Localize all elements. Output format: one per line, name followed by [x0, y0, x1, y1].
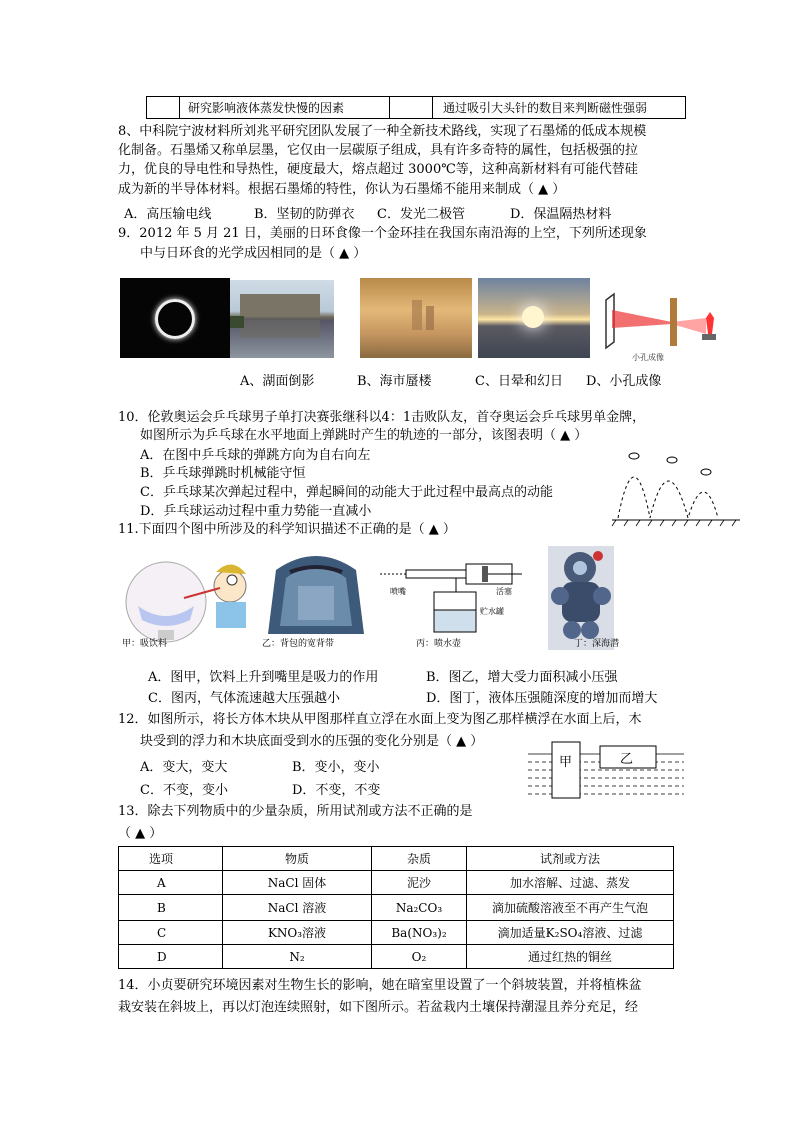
q8-line-4: 成为新的半导体材料。根据石墨烯的特性，你认为石墨烯不能用来制成（ ▲ ）	[118, 182, 566, 197]
table-cell: 泥沙	[372, 871, 467, 895]
table-cell-empty	[147, 97, 180, 119]
table-header: 选项	[119, 847, 223, 871]
backpack-image	[258, 546, 374, 650]
q12-line-1: 12．如图所示，将长方体木块从甲图那样直立浮在水面上变为图乙那样横浮在水面上后，木	[118, 712, 642, 727]
q10-line-2: 如图所示为乒乓球在水平地面上弹跳时产生的轨迹的一部分，该图表明（ ▲ ）	[140, 428, 588, 443]
table-header: 物质	[223, 847, 372, 871]
table-cell: O₂	[372, 945, 467, 969]
spray-label-nozzle: 喷嘴	[390, 587, 406, 596]
table-cell: KNO₃溶液	[223, 921, 372, 945]
table-cell: 滴加适量K₂SO₄溶液、过滤	[467, 921, 674, 945]
q14-line-1: 14．小贞要研究环境因素对生物生长的影响，她在暗室里设置了一个斜坡装置，并将植株盆	[118, 978, 642, 993]
q9-caption-b: B、海市蜃楼	[357, 374, 432, 389]
pinhole-label: 小孔成像	[632, 353, 664, 362]
table-row	[119, 945, 674, 969]
q12-option-d: D．不变，不变	[292, 783, 381, 798]
q11-option-b: B．图乙，增大受力面积减小压强	[426, 670, 618, 685]
q10-option-b: B．乒乓球弹跳时机械能守恒	[140, 466, 306, 481]
pinhole-imaging-diagram	[598, 288, 724, 366]
drink-straw-image	[120, 546, 256, 650]
q8-option-d: D．保温隔热材料	[510, 207, 612, 222]
table-row	[119, 895, 674, 921]
lake-reflection-image	[230, 280, 334, 358]
table-cell: 滴加硫酸溶液至不再产生气泡	[467, 895, 674, 921]
table-cell: A	[119, 871, 223, 895]
table-cell: C	[119, 921, 223, 945]
floating-block-diagram	[528, 740, 684, 804]
q10-option-d: D．乒乓球运动过程中重力势能一直减小	[140, 504, 372, 519]
img-label-bing: 丙：喷水壶	[416, 639, 462, 649]
q13-line: 13．除去下列物质中的少量杂质，所用试剂或方法不正确的是	[118, 804, 473, 819]
table-cell: Ba(NO₃)₂	[372, 921, 467, 945]
ball-bounce-diagram	[612, 446, 742, 528]
q9-line-2: 中与日环食的光学成因相同的是（ ▲ ）	[140, 246, 367, 261]
table-cell: NaCl 固体	[223, 871, 372, 895]
table-cell: 加水溶解、过滤、蒸发	[467, 871, 674, 895]
table-cell: 研究影响液体蒸发快慢的因素	[180, 97, 390, 119]
deep-sea-diver-image	[548, 546, 620, 650]
q11-option-d: D．图丁，液体压强随深度的增加而增大	[426, 691, 658, 706]
table-cell: B	[119, 895, 223, 921]
q9-caption-a: A、湖面倒影	[240, 374, 315, 389]
sun-halo-image	[478, 278, 590, 358]
img-label-ding: 丁：深海潜	[574, 639, 620, 649]
table-cell: NaCl 溶液	[223, 895, 372, 921]
table-cell-empty	[390, 97, 433, 119]
spray-label-piston: 活塞	[496, 587, 512, 596]
table-cell: N₂	[223, 945, 372, 969]
q12-option-b: B．变小，变小	[292, 760, 380, 775]
table-cell: 通过吸引大头针的数目来判断磁性强弱	[433, 97, 686, 119]
q14-line-2: 栽安装在斜坡上，再以灯泡连续照射，如下图所示。若盆栽内土壤保持潮湿且养分充足，经	[118, 1000, 639, 1015]
q9-caption-c: C、日晕和幻日	[475, 374, 563, 389]
img-label-jia: 甲：吸饮料	[122, 639, 168, 649]
table-header: 试剂或方法	[467, 847, 674, 871]
img-label-yi: 乙：背包的宽背带	[262, 639, 335, 649]
mirage-image	[360, 278, 472, 358]
q13-table	[118, 846, 674, 969]
solar-eclipse-image	[120, 278, 230, 358]
q11-line: 11.下面四个图中所涉及的科学知识描述不正确的是（ ▲ ）	[118, 522, 456, 537]
q8-option-b: B．坚韧的防弹衣	[254, 207, 355, 222]
table-header-row	[119, 847, 674, 871]
block-label-yi: 乙	[620, 752, 634, 767]
spray-bottle-diagram	[376, 552, 526, 650]
table-cell: D	[119, 945, 223, 969]
table-row	[119, 871, 674, 895]
q13-line-2: （ ▲ ）	[118, 826, 163, 841]
q12-option-a: A．变大，变大	[140, 760, 228, 775]
table-cell: 通过红热的铜丝	[467, 945, 674, 969]
table-row	[119, 921, 674, 945]
q8-option-c: C．发光二极管	[377, 207, 465, 222]
table-header: 杂质	[372, 847, 467, 871]
q9-caption-d: D、小孔成像	[586, 374, 662, 389]
q11-option-a: A．图甲，饮料上升到嘴里是吸力的作用	[148, 670, 379, 685]
q10-option-c: C．乒乓球某次弹起过程中，弹起瞬间的动能大于此过程中最高点的动能	[140, 485, 553, 500]
q12-line-2: 块受到的浮力和木块底面受到水的压强的变化分别是（ ▲ ）	[140, 734, 484, 749]
q9-line-1: 9．2012 年 5 月 21 日，美丽的日环食像一个金环挂在我国东南沿海的上空，下列所述现象	[118, 226, 647, 241]
q12-option-c: C．不变，变小	[140, 783, 228, 798]
q11-option-c: C．图丙，气体流速越大压强越小	[148, 691, 340, 706]
q8-line-2: 化制备。石墨烯又称单层墨，它仅由一层碳原子组成，具有许多奇特的属性，包括极强的拉	[118, 143, 639, 158]
q8-option-a: A．高压输电线	[124, 207, 212, 222]
q10-option-a: A．在图中乒乓球的弹跳方向为自右向左	[140, 448, 371, 463]
table-cell: Na₂CO₃	[372, 895, 467, 921]
q8-line-1: 8、中科院宁波材料所刘兆平研究团队发展了一种全新技术路线，实现了石墨烯的低成本规模	[118, 124, 647, 139]
q10-line-1: 10．伦敦奥运会乒乓球男子单打决赛张继科以4：1击败队友，首夺奥运会乒乓球男单金牌，	[118, 410, 646, 425]
prev-table-row	[146, 96, 686, 119]
block-label-jia: 甲	[559, 755, 573, 770]
q8-line-3: 力，优良的导电性和导热性，硬度最大，熔点超过 3000℃等，这种高新材料有可能代替硅	[118, 162, 638, 177]
spray-label-tank: 贮水罐	[480, 607, 504, 616]
